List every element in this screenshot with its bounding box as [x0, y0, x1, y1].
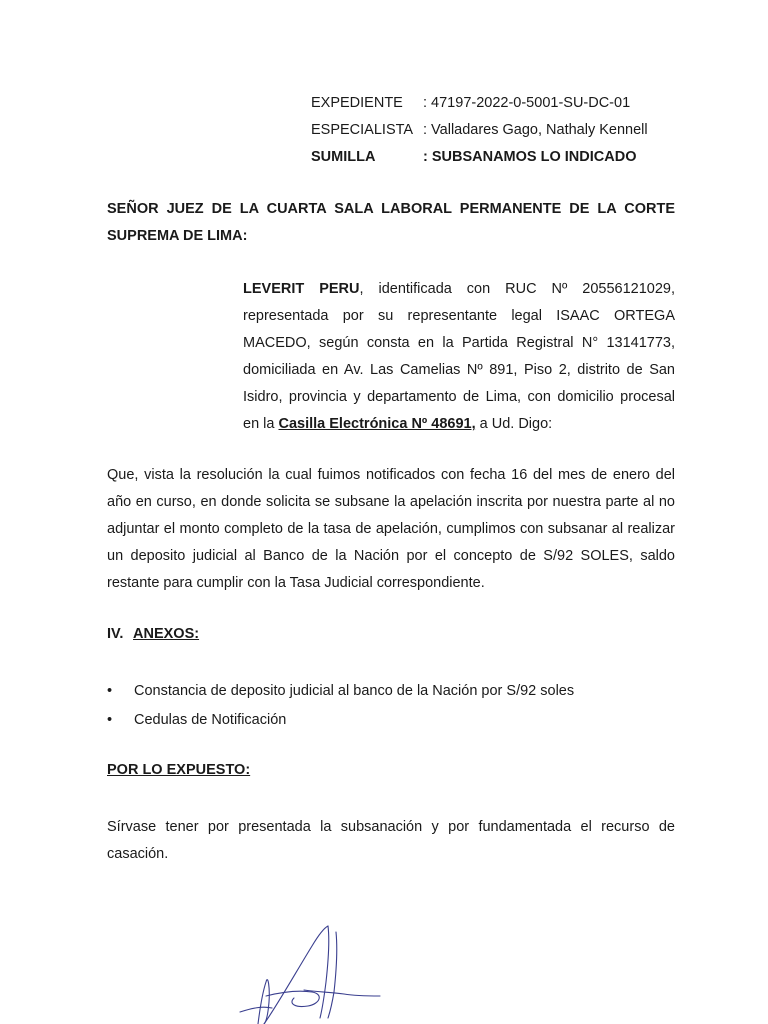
bullet-icon: • — [107, 712, 113, 728]
company-name: LEVERIT PERU — [243, 281, 360, 297]
closing-paragraph: Sírvase tener por presentada la subsanación y por fundamentada el recurso de casación. — [107, 819, 675, 862]
list-item-text: Constancia de deposito judicial al banco de la Nación por S/92 soles — [134, 683, 575, 699]
expediente-row — [311, 90, 648, 117]
por-lo-expuesto-heading — [107, 762, 250, 778]
sumilla-row — [311, 144, 648, 171]
addressee-heading: SEÑOR JUEZ DE LA CUARTA SALA LABORAL PERMANENTE DE LA CORTE SUPREMA DE LIMA: — [107, 201, 675, 244]
anexos-heading — [107, 626, 199, 642]
expediente-value: : 47197-2022-0-5001-SU-DC-01 — [423, 95, 631, 111]
sumilla-value: : SUBSANAMOS LO INDICADO — [423, 149, 637, 165]
section-number: IV. — [107, 626, 124, 642]
intro-text-1: , identificada con RUC Nº 20556121029, representada por su representante legal ISAAC ORTEGA MACEDO, según consta en la Partida Registral N° 13141773, domiciliada en Av. Las Camelias Nº 891, Piso 2, distrito de San Isidro, provincia y departamento de Lima, con domicilio procesal en la — [243, 281, 675, 432]
anexos-title: ANEXOS: — [133, 626, 200, 642]
list-item — [107, 706, 574, 735]
anexos-list — [107, 677, 574, 735]
intro-text-2: a Ud. Digo: — [475, 416, 553, 432]
intro-paragraph — [243, 276, 675, 438]
list-item — [107, 677, 574, 706]
casilla-electronica: Casilla Electrónica Nº 48691, — [278, 416, 476, 432]
por-lo-expuesto-title: POR LO EXPUESTO: — [107, 762, 251, 778]
case-header — [311, 90, 648, 171]
expediente-label: EXPEDIENTE — [311, 95, 403, 111]
bullet-icon: • — [107, 683, 113, 699]
list-item-text: Cedulas de Notificación — [134, 712, 287, 728]
signature-image — [200, 912, 400, 1024]
especialista-row — [311, 117, 648, 144]
body-paragraph: Que, vista la resolución la cual fuimos notificados con fecha 16 del mes de enero del año en curso, en donde solicita se subsane la apelación inscrita por nuestra parte al no adjuntar el monto completo de la tasa de apelación, cumplimos con subsanar al realizar un deposito judicial al Banco de la Nación por el concepto de S/92 SOLES, saldo restante para cumplir con la Tasa Judicial correspondiente. — [107, 467, 675, 591]
sumilla-label: SUMILLA — [311, 149, 376, 165]
especialista-value: : Valladares Gago, Nathaly Kennell — [423, 122, 648, 138]
especialista-label: ESPECIALISTA — [311, 122, 414, 138]
